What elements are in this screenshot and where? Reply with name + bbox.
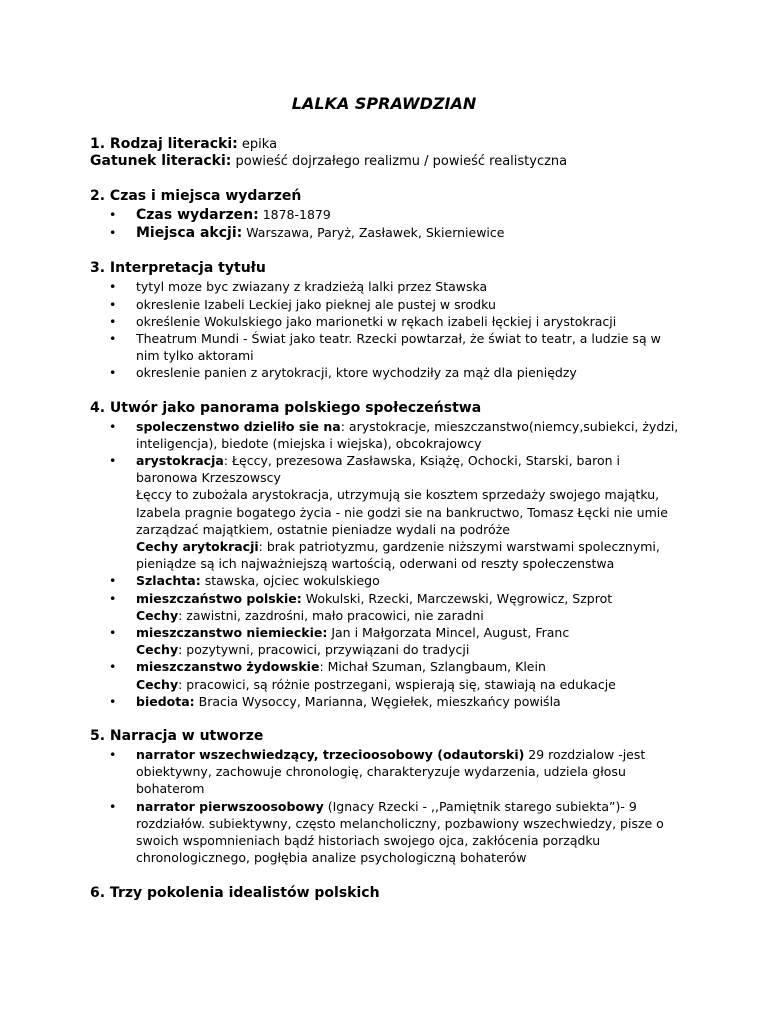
list-item: • określenie Wokulskiego jako marionetki w rękach izabeli łęckiej i arystokracji (136, 313, 680, 330)
item-text: 29 rozdzialow -jest obiektywny, zachowuje chronologię, charakteryzuje wydarzenia, udziela głosu bohaterom (136, 747, 646, 797)
item-text: Wokulski, Rzecki, Marczewski, Węgrowicz, Szprot (301, 590, 613, 606)
item-text: : brak patriotyzmu, gardzenie niższymi warstwami spolecznymi, pieniądze są ich najważniejszą wartością, oderwani od reszty społeczenstwa (136, 539, 660, 572)
item-label: mieszczaństwo polskie: (136, 590, 302, 606)
section-heading: 4. Utwór jako panorama polskiego społeczeństwa (90, 399, 482, 416)
list-item (136, 624, 680, 658)
section-title-interpretation (90, 259, 680, 381)
item-label: Cechy (136, 607, 179, 623)
genre-line (90, 136, 680, 153)
list-item: • tytyl moze byc zwiazany z kradzieżą lalki przez Stawska (136, 278, 680, 295)
item-text: : arystokracje, mieszczanstwo(niemcy,subiekci, żydzi, inteligencja), biedote (miejska i wiejska), obcokrajowcy (136, 418, 679, 451)
section-idealists (90, 884, 680, 902)
item-text: : zawistni, zazdrośni, mało pracowici, nie zaradni (178, 607, 484, 623)
item-label: Szlachta: (136, 573, 201, 589)
item-label: mieszczanstwo żydowskie (136, 659, 320, 675)
list-item (136, 206, 680, 224)
section-society-panorama (90, 399, 680, 710)
item-text: : pozytywni, pracowici, przywiązani do tradycji (178, 642, 470, 658)
item-text: (Ignacy Rzecki - ,,Pamiętnik starego subiekta”)- 9 rozdziałów. subiektywny, często melancholiczny, pozbawiony wszechwiedzy, pisze o swoich wspomnieniach bądź historiach swojego ojca, zakłócenia porządku chronologicznego, pogłębia analize psychologiczną bohaterów (136, 798, 664, 866)
item-label: biedota: (136, 693, 195, 709)
item-paragraph: Łęccy to zubożala arystokracja, utrzymują sie kosztem sprzedaży swojego majątku, Izabela pragnie bogatego życia - nie godzi sie na bankructwo, Tomasz Łęcki nie umie zarządzać majątkiem, ostatnie pieniadze wydali na podróże (136, 487, 668, 537)
list-item (136, 746, 680, 798)
item-label: Cechy (136, 642, 179, 658)
type-value: powieść dojrzałego realizmu / powieść realistyczna (235, 154, 568, 169)
item-text: 1878-1879 (262, 207, 331, 222)
item-label: narrator pierwszoosobowy (136, 798, 324, 814)
item-text: Warszawa, Paryż, Zasławek, Skierniewice (246, 225, 505, 241)
list-item: • okreslenie Izabeli Leckiej jako pieknej ale pustej w srodku (136, 296, 680, 313)
item-label: arystokracja (136, 453, 224, 469)
section-genre (90, 136, 680, 170)
bullet-list (90, 418, 680, 710)
document-content (90, 136, 680, 902)
section-heading: 3. Interpretacja tytułu (90, 260, 266, 277)
item-label: mieszczanstwo niemieckie: (136, 625, 328, 641)
item-text: Bracia Wysoccy, Marianna, Węgiełek, mieszkańcy powiśla (194, 693, 561, 709)
item-label: spoleczenstwo dzieliło sie na (136, 418, 341, 434)
section-time-place (90, 187, 680, 242)
genre-value: epika (241, 137, 278, 152)
section-narration (90, 727, 680, 866)
bullet-list (90, 206, 680, 242)
list-item (136, 224, 680, 242)
section-heading: 6. Trzy pokolenia idealistów polskich (90, 884, 380, 901)
item-text: Jan i Małgorzata Mincel, August, Franc (327, 625, 570, 641)
page-title: LALKA SPRAWDZIAN (291, 94, 477, 113)
item-text: : pracowici, są różnie postrzegani, wspierają się, stawiają na edukacje (178, 676, 616, 692)
bullet-list (90, 278, 680, 381)
item-label: narrator wszechwiedzący, trzecioosobowy (odautorski) (136, 747, 525, 763)
list-item (136, 693, 680, 710)
list-item (136, 452, 680, 572)
item-text: : Łęccy, prezesowa Zasławska, Książę, Ochocki, Starski, baron i baronowa Krzeszowscy (136, 453, 620, 486)
section-heading: 5. Narracja w utworze (90, 728, 264, 745)
type-line (90, 153, 680, 170)
type-label: Gatunek literacki: (90, 153, 232, 169)
list-item: • Theatrum Mundi - Świat jako teatr. Rzecki powtarzał, że świat to teatr, a ludzie są w nim tylko aktorami (136, 330, 680, 364)
item-label: Cechy (136, 676, 179, 692)
list-item (136, 572, 680, 589)
list-item: • okreslenie panien z arytokracji, ktore wychodziły za mąż dla pieniędzy (136, 364, 680, 381)
bullet-list (90, 746, 680, 866)
item-text: : Michał Szuman, Szlangbaum, Klein (319, 659, 546, 675)
list-item (136, 658, 680, 692)
list-item (136, 590, 680, 624)
list-item (136, 418, 680, 452)
item-label: Czas wydarzen: (136, 207, 259, 223)
item-text: stawska, ojciec wokulskiego (200, 573, 380, 589)
section-heading: 2. Czas i miejsca wydarzeń (90, 188, 302, 204)
genre-label: 1. Rodzaj literacki: (90, 136, 238, 152)
list-item (136, 798, 680, 867)
item-label: Cechy arytokracji (136, 539, 259, 555)
item-label: Miejsca akcji: (136, 225, 243, 242)
